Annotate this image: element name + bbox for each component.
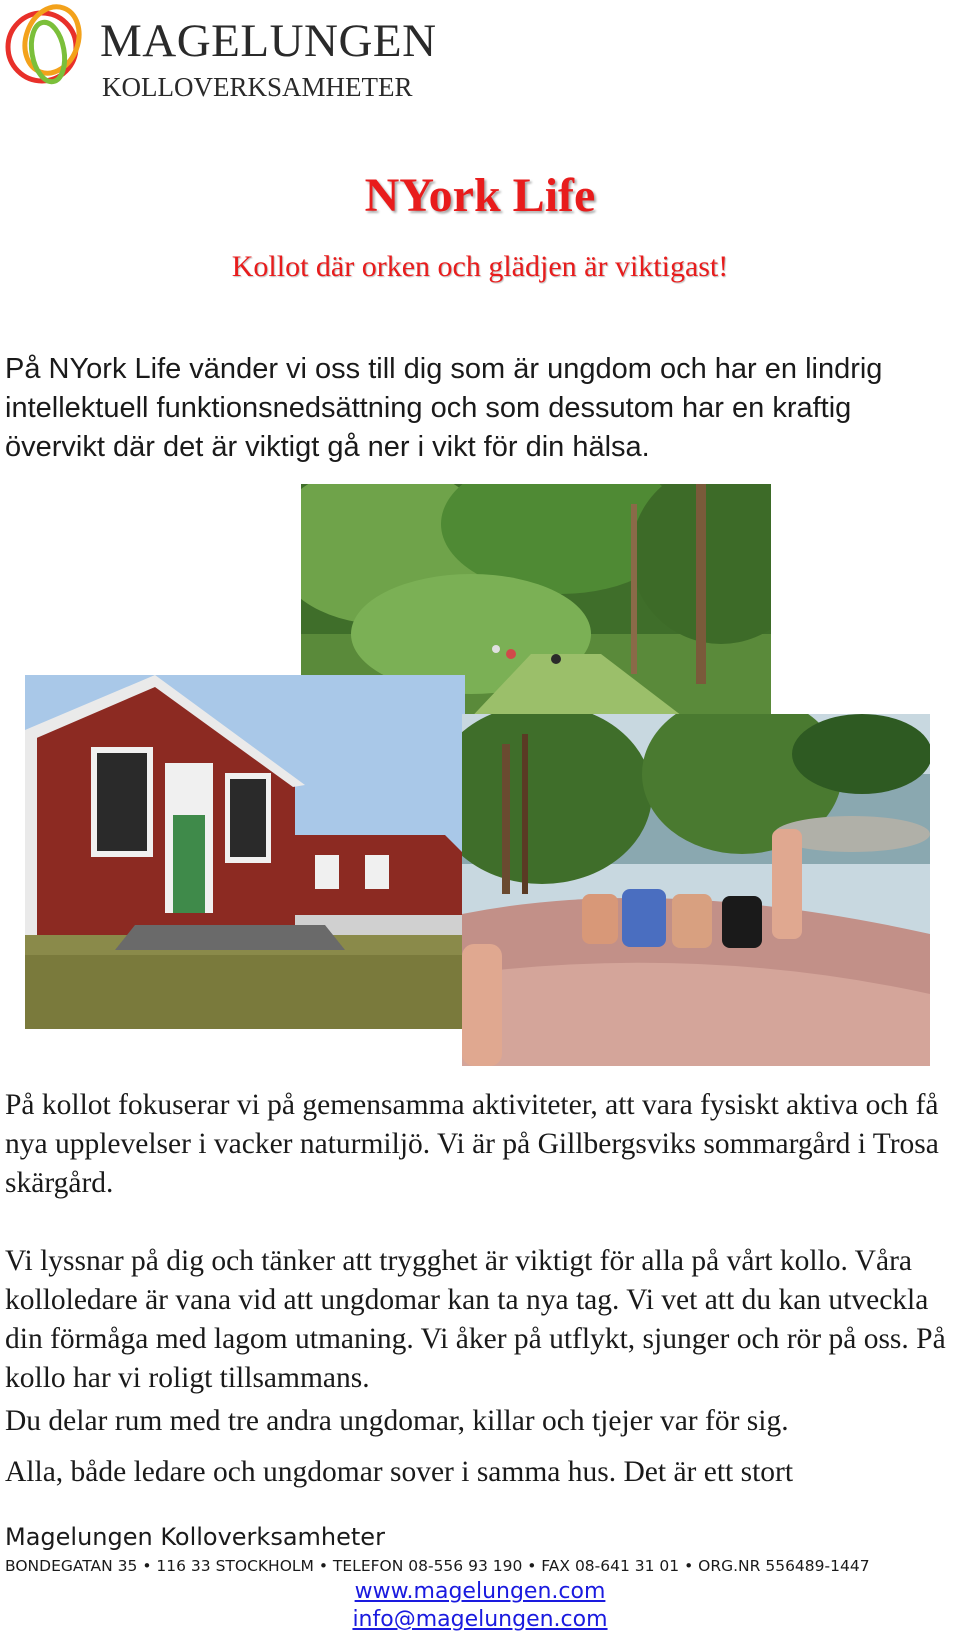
page-tagline: Kollot där orken och glädjen är viktigast!	[231, 250, 729, 283]
red-house-photo	[25, 675, 465, 1029]
rooms-paragraph: Du delar rum med tre andra ungdomar, killar och tjejer var för sig.	[5, 1405, 789, 1437]
logo-subtitle: KOLLOVERKSAMHETER	[102, 72, 413, 102]
intro-paragraph: På NYork Life vänder vi oss till dig som är ungdom och har en lindrig intellektuell funktionsnedsättning och som dessutom har en kraftig övervikt där det är viktigt gå ner i vikt för din hälsa.	[5, 353, 883, 463]
safety-paragraph: Vi lyssnar på dig och tänker att trygghet är viktigt för alla på vårt kollo. Våra kolloledare är vana vid att ungdomar kan ta nya tag. Vi vet att du kan utveckla din förmåga med lagom utmaning. Vi åker på utflykt, sjunger och rör på oss. På kollo har vi roligt tillsammans.	[5, 1245, 946, 1394]
page-title: NYork Life	[364, 169, 596, 222]
focus-paragraph: På kollot fokuserar vi på gemensamma aktiviteter, att vara fysiskt aktiva och få nya upplevelser i vacker naturmiljö. Vi är på Gillbergsviks sommargård i Trosa skärgård.	[5, 1089, 939, 1199]
logo-rings-icon	[2, 2, 94, 94]
logo-name: MAGELUNGEN	[100, 15, 437, 67]
website-link[interactable]: www.magelungen.com	[354, 1579, 606, 1604]
magelungen-logo	[2, 0, 442, 100]
email-link[interactable]: info@magelungen.com	[352, 1607, 608, 1632]
footer-organization-name: Magelungen Kolloverksamheter	[5, 1523, 385, 1551]
footer-address: BONDEGATAN 35 • 116 33 STOCKHOLM • TELEFON 08-556 93 190 • FAX 08-641 31 01 • ORG.NR 556489-1447	[5, 1557, 870, 1575]
house-paragraph: Alla, både ledare och ungdomar sover i samma hus. Det är ett stort	[5, 1456, 794, 1488]
seaside-rocks-photo	[462, 714, 930, 1066]
